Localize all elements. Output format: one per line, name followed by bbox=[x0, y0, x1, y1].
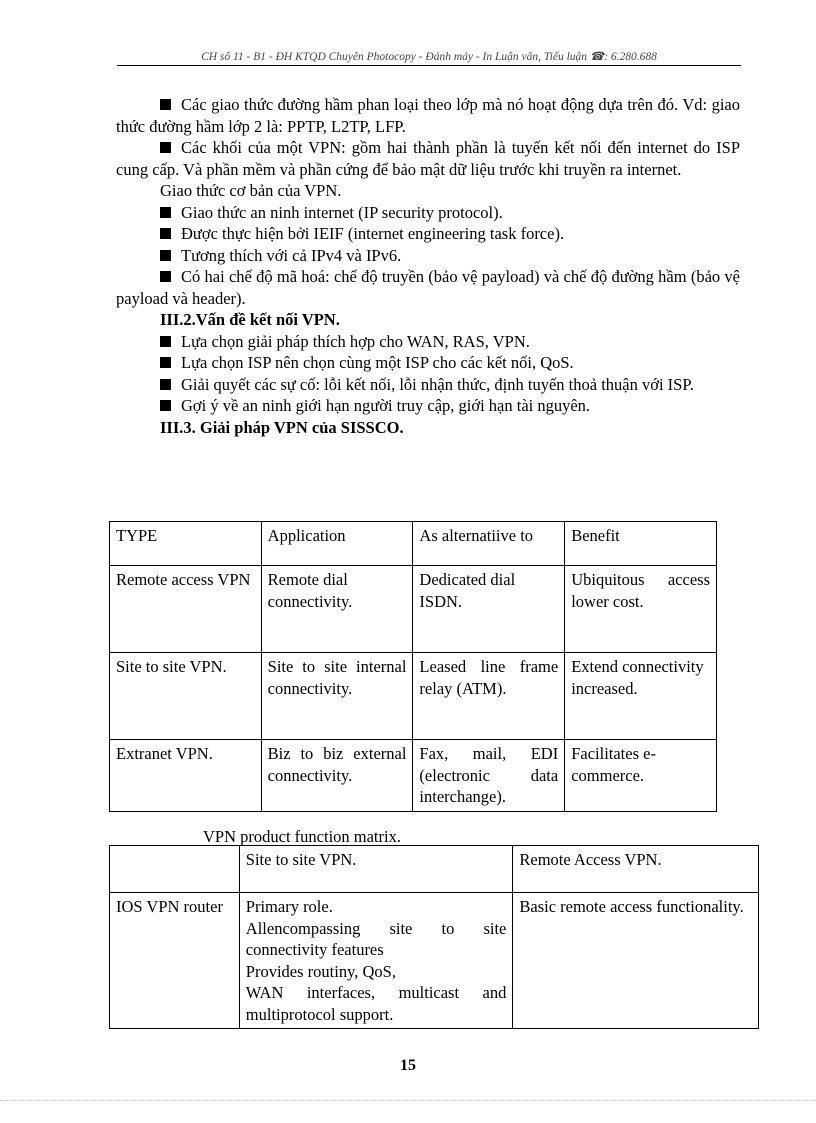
page-number: 15 bbox=[400, 1057, 416, 1074]
section-heading: III.2.Vấn đề kết nối VPN. bbox=[160, 310, 340, 329]
square-bullet-icon bbox=[160, 400, 171, 411]
table-row bbox=[110, 566, 717, 653]
paragraph: Lựa chọn ISP nên chọn cùng một ISP cho các kết nối, QoS. bbox=[116, 352, 740, 374]
table-header-row bbox=[110, 846, 759, 893]
square-bullet-icon bbox=[160, 336, 171, 347]
table-row bbox=[110, 653, 717, 740]
page-header: CH số 11 - B1 - ĐH KTQD Chuyên Photocopy - Đánh máy - In Luận văn, Tiểu luận ☎: 6.280.688 bbox=[117, 49, 741, 66]
table-header-row bbox=[110, 522, 717, 566]
paragraph: Các khối của một VPN: gồm hai thành phần là tuyến kết nối đến internet do ISP cung cấp. Và phần mềm và phần cứng để bảo mật dữ liệu trước khi truyền ra internet. bbox=[116, 138, 740, 179]
paragraph: Giao thức cơ bản của VPN. bbox=[160, 181, 342, 200]
square-bullet-icon bbox=[160, 142, 171, 153]
table-cell bbox=[239, 893, 513, 1029]
table-header-cell: Application bbox=[261, 522, 413, 566]
square-bullet-icon bbox=[160, 379, 171, 390]
table-cell: Dedicated dial ISDN. bbox=[413, 566, 565, 653]
cell-line: Primary role. bbox=[245, 897, 333, 916]
table-cell: Remote dial connectivity. bbox=[261, 566, 413, 653]
table-cell: Biz to biz external connectivity. bbox=[261, 740, 413, 812]
square-bullet-icon bbox=[160, 228, 171, 239]
table-header-cell: As alternatiive to bbox=[413, 522, 565, 566]
table-cell: Extranet VPN. bbox=[110, 740, 262, 812]
square-bullet-icon bbox=[160, 271, 171, 282]
table-cell: Extend connectivity increased. bbox=[565, 653, 717, 740]
table-header-cell: Site to site VPN. bbox=[239, 846, 513, 893]
paragraph: Tương thích với cả IPv4 và IPv6. bbox=[116, 245, 740, 267]
table-cell: Site to site internal connectivity. bbox=[261, 653, 413, 740]
cell-line: Allencompassing site to site connectivity features bbox=[245, 918, 507, 959]
table-cell: Leased line frame relay (ATM). bbox=[413, 653, 565, 740]
vpn-type-table bbox=[109, 521, 717, 812]
square-bullet-icon bbox=[160, 99, 171, 110]
section-heading: III.3. Giải pháp VPN của SISSCO. bbox=[160, 417, 404, 437]
square-bullet-icon bbox=[160, 357, 171, 368]
paragraph: Giao thức an ninh internet (IP security protocol). bbox=[116, 202, 740, 224]
body-text bbox=[116, 94, 740, 438]
paragraph: Các giao thức đường hầm phan loại theo lớp mà nó hoạt động dựa trên đó. Vd: giao thức đường hầm lớp 2 là: PPTP, L2TP, LFP. bbox=[116, 95, 740, 136]
cell-line: Provides routiny, QoS, bbox=[245, 961, 396, 981]
footer-divider bbox=[0, 1100, 816, 1101]
table-cell: IOS VPN router bbox=[110, 893, 240, 1029]
paragraph: Được thực hiện bởi IEIF (internet engineering task force). bbox=[116, 223, 740, 245]
square-bullet-icon bbox=[160, 207, 171, 218]
paragraph: Giải quyết các sự cố: lỗi kết nối, lỗi nhận thức, định tuyến thoả thuận với ISP. bbox=[116, 374, 740, 396]
vpn-product-matrix-table bbox=[109, 845, 759, 1029]
table-caption: VPN product function matrix. bbox=[203, 827, 401, 846]
table-cell: Remote access VPN bbox=[110, 566, 262, 653]
table-row bbox=[110, 893, 759, 1029]
paragraph: Lựa chọn giải pháp thích hợp cho WAN, RAS, VPN. bbox=[116, 331, 740, 353]
table-row bbox=[110, 740, 717, 812]
table-cell: Basic remote access functionality. bbox=[513, 893, 759, 1029]
table-header-cell: TYPE bbox=[110, 522, 262, 566]
table-header-cell: Benefit bbox=[565, 522, 717, 566]
paragraph: Có hai chế độ mã hoá: chế độ truyền (bảo vệ payload) và chế độ đường hầm (bảo vệ payload và header). bbox=[116, 267, 740, 308]
table-cell: Fax, mail, EDI (electronic data interchange). bbox=[413, 740, 565, 812]
cell-line: WAN interfaces, multicast and multiprotocol support. bbox=[245, 983, 507, 1024]
table-header-cell: Remote Access VPN. bbox=[513, 846, 759, 893]
table-cell: Site to site VPN. bbox=[110, 653, 262, 740]
table-header-cell bbox=[110, 846, 240, 893]
square-bullet-icon bbox=[160, 250, 171, 261]
table-cell: Ubiquitous access lower cost. bbox=[565, 566, 717, 653]
paragraph: Gợi ý về an ninh giới hạn người truy cập, giới hạn tài nguyên. bbox=[116, 395, 740, 417]
table-cell: Facilitates e-commerce. bbox=[565, 740, 717, 812]
